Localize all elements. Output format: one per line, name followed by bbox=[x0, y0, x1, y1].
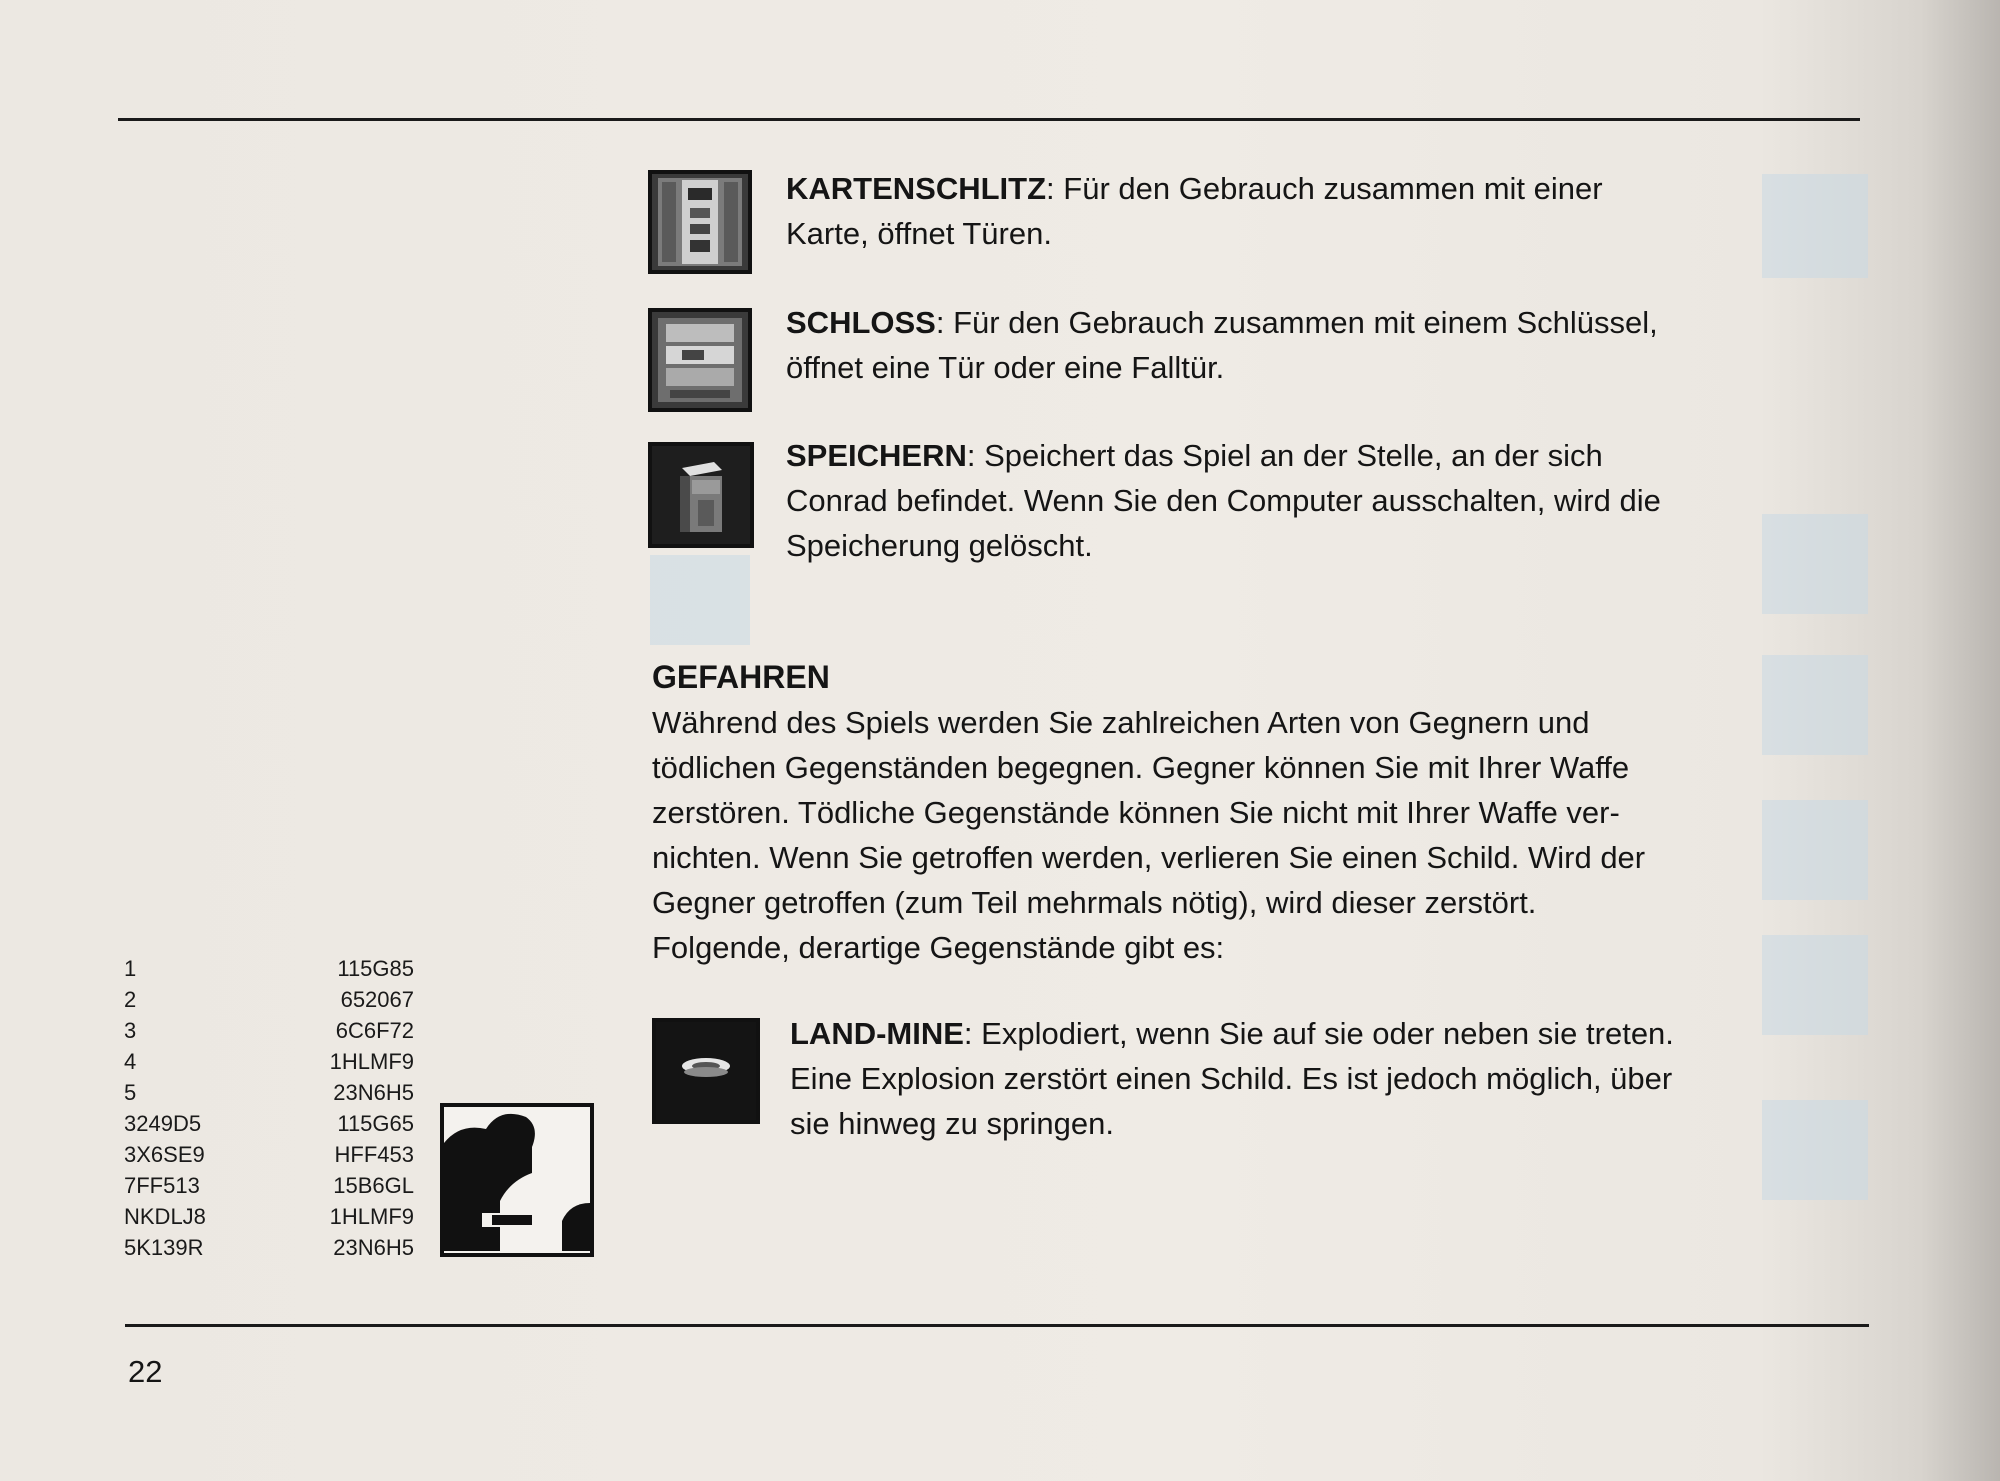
code-row bbox=[124, 1139, 414, 1170]
save-description bbox=[786, 433, 1661, 568]
code-row bbox=[124, 953, 414, 984]
lock-line-1: : Für den Gebrauch zusammen mit einem Schlüssel, bbox=[935, 305, 1658, 340]
code-right-value: 115G85 bbox=[337, 956, 414, 981]
save-line-1: : Speichert das Spiel an der Stelle, an der sich bbox=[966, 438, 1603, 473]
code-right-value: 1HLMF9 bbox=[329, 1204, 414, 1229]
code-left-value: 1 bbox=[124, 956, 137, 981]
dangers-line-2: tödlichen Gegenständen begegnen. Gegner können Sie mit Ihrer Waffe bbox=[652, 750, 1630, 785]
code-left-value: 5K139R bbox=[124, 1235, 204, 1260]
dangers-line-6: Folgende, derartige Gegenstände gibt es: bbox=[652, 930, 1225, 965]
code-right-value: 23N6H5 bbox=[333, 1080, 414, 1105]
dangers-line-4: nichten. Wenn Sie getroffen werden, verlieren Sie einen Schild. Wird der bbox=[652, 840, 1646, 875]
game-logo-icon bbox=[440, 1103, 594, 1257]
dangers-line-3: zerstören. Tödliche Gegenstände können Sie nicht mit Ihrer Waffe ver- bbox=[652, 795, 1620, 830]
code-row bbox=[124, 1046, 414, 1077]
bleed-through-icon-2 bbox=[1762, 514, 1868, 614]
bleed-through-icon-6 bbox=[1762, 1100, 1868, 1200]
code-right-value: 23N6H5 bbox=[333, 1235, 414, 1260]
code-row bbox=[124, 984, 414, 1015]
land-mine-line-1: : Explodiert, wenn Sie auf sie oder neben sie treten. bbox=[963, 1016, 1674, 1051]
code-right-value: 115G65 bbox=[337, 1111, 414, 1136]
code-row bbox=[124, 1232, 414, 1263]
code-row bbox=[124, 1015, 414, 1046]
lock-title: SCHLOSS bbox=[786, 305, 936, 340]
code-left-value: 4 bbox=[124, 1049, 137, 1074]
card-slot-description bbox=[786, 166, 1603, 256]
card-slot-line-2: Karte, öffnet Türen. bbox=[786, 216, 1052, 251]
land-mine-description bbox=[790, 1011, 1674, 1146]
lock-description bbox=[786, 300, 1658, 390]
land-mine-line-2: Eine Explosion zerstört einen Schild. Es ist jedoch möglich, über bbox=[790, 1061, 1673, 1096]
bleed-through-icon-7 bbox=[650, 555, 750, 645]
save-title: SPEICHERN bbox=[786, 438, 967, 473]
card-slot-icon bbox=[648, 170, 752, 274]
code-table bbox=[124, 953, 414, 1263]
code-left-value: 7FF513 bbox=[124, 1173, 200, 1198]
land-mine-title: LAND-MINE bbox=[790, 1016, 964, 1051]
page-number: 22 bbox=[128, 1354, 163, 1389]
bottom-rule bbox=[125, 1324, 1869, 1327]
land-mine-icon bbox=[652, 1018, 760, 1124]
card-slot-title: KARTENSCHLITZ bbox=[786, 171, 1047, 206]
code-row bbox=[124, 1108, 414, 1139]
code-left-value: 3249D5 bbox=[124, 1111, 202, 1136]
code-row bbox=[124, 1077, 414, 1108]
code-right-value: HFF453 bbox=[334, 1142, 414, 1167]
code-right-value: 652067 bbox=[340, 987, 414, 1012]
code-right-value: 1HLMF9 bbox=[329, 1049, 414, 1074]
code-left-value: 2 bbox=[124, 987, 137, 1012]
code-left-value: 5 bbox=[124, 1080, 137, 1105]
code-left-value: 3 bbox=[124, 1018, 137, 1043]
land-mine-line-3: sie hinweg zu springen. bbox=[790, 1106, 1114, 1141]
code-left-value: NKDLJ8 bbox=[124, 1204, 206, 1229]
code-right-value: 15B6GL bbox=[333, 1173, 414, 1198]
save-line-3: Speicherung gelöscht. bbox=[786, 528, 1093, 563]
lock-line-2: öffnet eine Tür oder eine Falltür. bbox=[786, 350, 1225, 385]
save-line-2: Conrad befindet. Wenn Sie den Computer ausschalten, wird die bbox=[786, 483, 1661, 518]
bleed-through-icon-1 bbox=[1762, 174, 1868, 278]
card-slot-line-1: : Für den Gebrauch zusammen mit einer bbox=[1046, 171, 1603, 206]
code-right-value: 6C6F72 bbox=[335, 1018, 414, 1043]
code-row bbox=[124, 1170, 414, 1201]
top-rule bbox=[118, 118, 1860, 121]
code-left-value: 3X6SE9 bbox=[124, 1142, 205, 1167]
code-row bbox=[124, 1201, 414, 1232]
lock-icon bbox=[648, 308, 752, 412]
dangers-line-5: Gegner getroffen (zum Teil mehrmals nötig), wird dieser zerstört. bbox=[652, 885, 1537, 920]
dangers-paragraph bbox=[652, 700, 1852, 970]
dangers-heading: GEFAHREN bbox=[652, 659, 830, 695]
save-station-icon bbox=[648, 442, 754, 548]
dangers-line-1: Während des Spiels werden Sie zahlreichen Arten von Gegnern und bbox=[652, 705, 1590, 740]
